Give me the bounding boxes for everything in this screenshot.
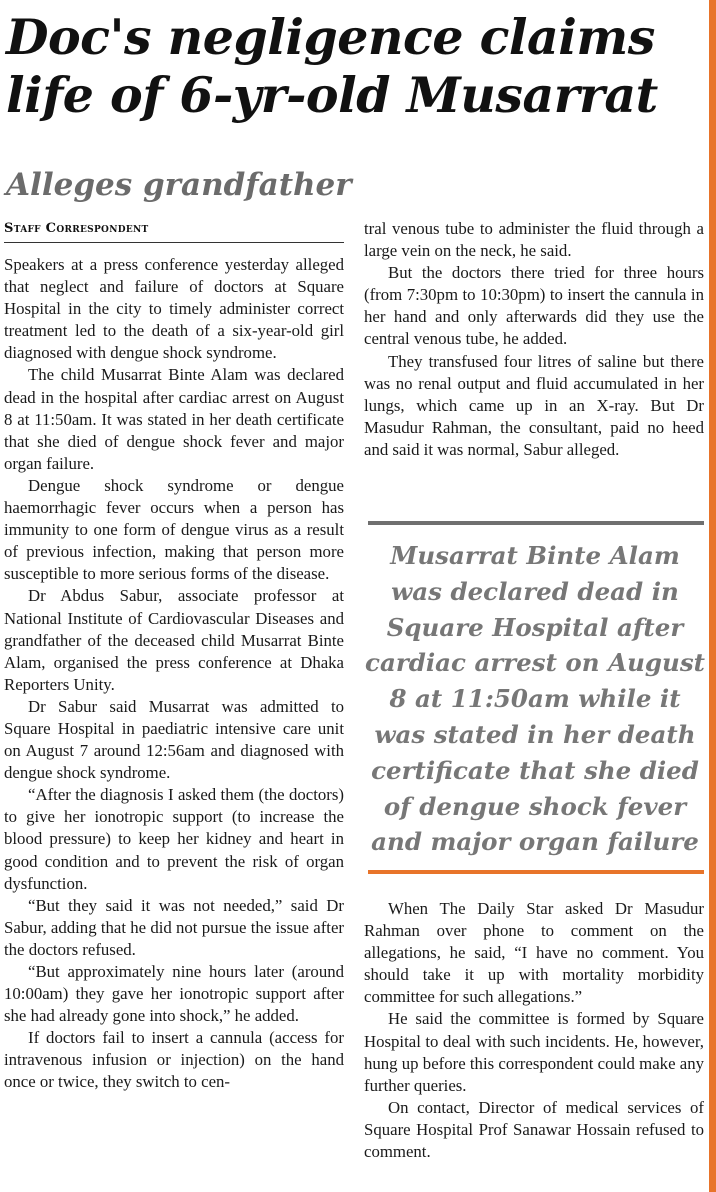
right-column-top bbox=[364, 218, 704, 461]
left-column bbox=[4, 254, 344, 1094]
paragraph: On contact, Director of medical services of Square Hospital Prof Sanawar Hossain refused to comment. bbox=[364, 1097, 704, 1162]
paragraph: The child Musarrat Binte Alam was declared dead in the hospital after cardiac arrest on August 8 at 11:50am. It was stated in her death certificate that she died of dengue shock fever and major organ failure. bbox=[4, 365, 344, 473]
paragraph: But the doctors there tried for three hours (from 7:30pm to 10:30pm) to insert the cannula in her hand and only afterwards did they use the central venous tube, he added. bbox=[364, 263, 704, 349]
paragraph: “But they said it was not needed,” said Dr Sabur, adding that he did not pursue the issue after the doctors refused. bbox=[4, 895, 344, 959]
right-column-bottom bbox=[364, 898, 704, 1163]
accent-bar bbox=[709, 0, 716, 1192]
byline: Staff Correspondent bbox=[4, 219, 344, 243]
paragraph: Speakers at a press conference yesterday alleged that neglect and failure of doctors at Square Hospital in the city to timely administer correct treatment led to the death of a six-year-old girl diagnosed with dengue shock syndrome. bbox=[4, 255, 344, 363]
paragraph: They transfused four litres of saline but there was no renal output and fluid accumulated in her lungs, which came up in an X-ray. But Dr Masudur Rahman, the consultant, paid no heed and said it was normal, Sabur alleged. bbox=[364, 351, 704, 459]
subheadline: Alleges grandfather bbox=[6, 167, 352, 203]
paragraph: “But approximately nine hours later (around 10:00am) they gave her ionotropic support after she had already gone into shock,” he added. bbox=[4, 962, 344, 1026]
paragraph: tral venous tube to administer the fluid through a large vein on the neck, he said. bbox=[364, 219, 704, 261]
paragraph: He said the committee is formed by Square Hospital to deal with such incidents. He, however, hung up before this correspondent could make any further queries. bbox=[364, 1009, 704, 1095]
pullquote: Musarrat Binte Alam was declared dead in Square Hospital after cardiac arrest on August 8 at 11:50am while it was stated in her death certificate that she died of dengue shock fever and major organ failure bbox=[365, 541, 705, 857]
paragraph: “After the diagnosis I asked them (the doctors) to give her ionotropic support (to increase the blood pressure) to keep her kidney and heart in good condition and to prevent the risk of organ dysfunction. bbox=[4, 785, 344, 893]
headline: Doc's negligence claims life of 6-yr-old Musarrat bbox=[6, 8, 658, 124]
pullquote-rule-top bbox=[368, 521, 704, 525]
paragraph: If doctors fail to insert a cannula (access for intravenous infusion or injection) on the hand once or twice, they switch to cen- bbox=[4, 1028, 344, 1092]
paragraph: Dr Abdus Sabur, associate professor at National Institute of Cardiovascular Diseases and grandfather of the deceased child Musarrat Binte Alam, organised the press conference at Dhaka Reporters Unity. bbox=[4, 586, 344, 694]
paragraph: Dengue shock syndrome or dengue haemorrhagic fever occurs when a person has immunity to one form of dengue virus as a result of previous infection, making that person more susceptible to more serious forms of the disease. bbox=[4, 475, 344, 584]
pullquote-rule-bottom bbox=[368, 870, 704, 874]
paragraph: Dr Sabur said Musarrat was admitted to Square Hospital in paediatric intensive care unit on August 7 around 12:56am and diagnosed with dengue shock syndrome. bbox=[4, 696, 344, 783]
paragraph: When The Daily Star asked Dr Masudur Rahman over phone to comment on the allegations, he said, “I have no comment. You should take it up with mortality morbidity committee for such allegations.” bbox=[364, 899, 704, 1007]
